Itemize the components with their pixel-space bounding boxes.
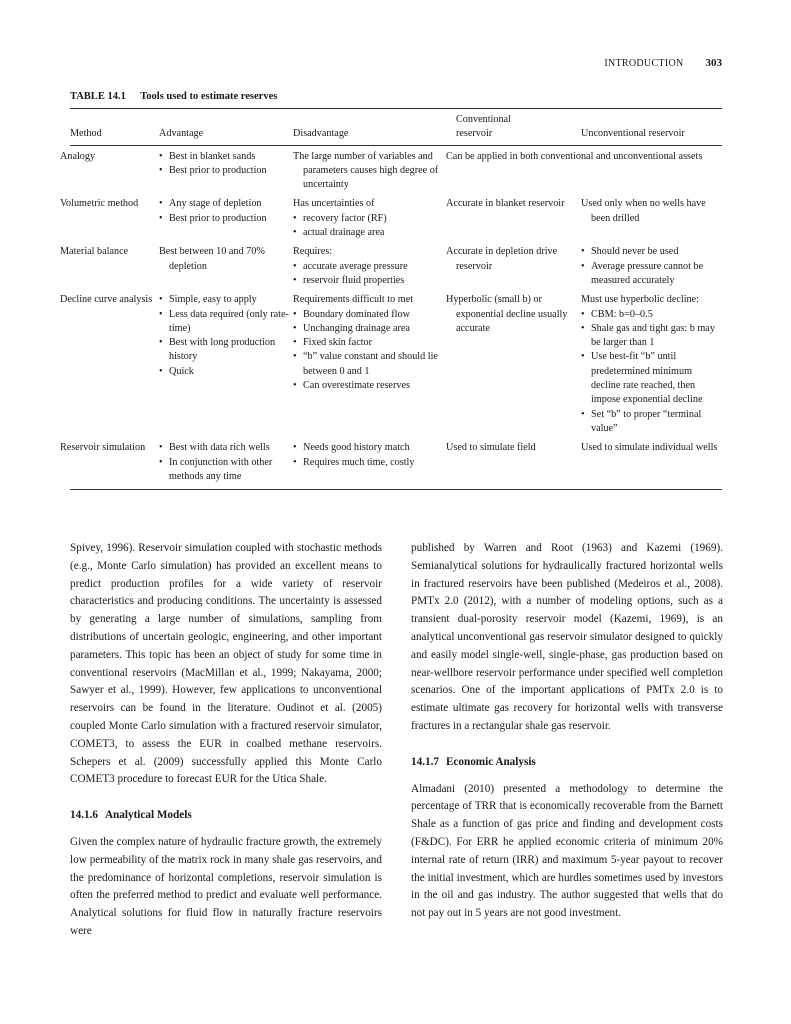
table-number: TABLE 14.1	[70, 91, 126, 102]
bullet-item: • In conjunction with other methods any time	[159, 456, 289, 485]
disadvantage-list	[293, 308, 452, 394]
header-advantage: Advantage	[159, 128, 204, 140]
cell-advantage	[159, 441, 293, 489]
disadvantage-intro: Requirements difficult to met	[293, 294, 414, 306]
advantage-list	[159, 150, 289, 179]
unconventional-intro: Must use hyperbolic decline:	[581, 294, 699, 306]
table-body	[60, 145, 722, 490]
right-paragraph-1: published by Warren and Root (1963) and Kazemi (1969). Semianalytical solutions for hydraulically fractured horizontal wells in fractured reservoirs have been published (Medeiros et al., 2008). PMTx 2.0 (2012), with a number of modeling options, such as a transient dual-porosity reservoir model (Kazemi, 1969), is an analytical unconventional gas reservoir simulator designed to quickly and easily model single-well, single-phase, gas production based on near-wellbore reservoir performance under specified well completion scenarios. One of the important applications of PMTx 2.0 is to estimate ultimate gas recovery for horizontal wells with transverse fractures in a rectangular shale gas reservoir.	[411, 542, 723, 732]
heading-14-1-6	[70, 807, 382, 825]
advantage-list	[159, 197, 289, 226]
page-number: 303	[705, 57, 722, 69]
table-caption	[70, 91, 277, 102]
table-row	[70, 293, 722, 441]
heading-14-1-6-number: 14.1.6	[70, 809, 98, 822]
bullet-item: • Should never be used	[581, 245, 718, 259]
heading-14-1-6-title: Analytical Models	[104, 809, 192, 822]
disadvantage-list	[293, 441, 452, 470]
right-column	[411, 540, 723, 923]
left-column	[70, 540, 382, 941]
disadvantage-intro: Requires:	[293, 246, 333, 258]
bullet-item: • Needs good history match	[293, 441, 452, 455]
cell-method: Analogy	[60, 150, 96, 162]
bullet-item: • Average pressure cannot be measured accurately	[581, 260, 718, 289]
header-conventional	[456, 109, 581, 146]
bullet-item: • Shale gas and tight gas: b may be larger than 1	[581, 322, 718, 351]
disadvantage-list	[293, 260, 452, 289]
cell-disadvantage	[293, 293, 456, 441]
bullet-item: • accurate average pressure	[293, 260, 452, 274]
table-row	[70, 245, 722, 293]
cell-unconventional	[581, 197, 722, 245]
bullet-item: • Best in blanket sands	[159, 150, 289, 164]
advantage-text: Best between 10 and 70% depletion	[159, 246, 265, 272]
reserves-table	[60, 108, 722, 490]
cell-method: Material balance	[60, 246, 129, 258]
bullet-item: • Use best-fit “b” until predetermined minimum decline rate reached, then impose exponential decline	[581, 350, 718, 407]
disadvantage-intro: The large number of variables and parameters causes high degree of uncertainty	[293, 150, 439, 191]
bullet-item: • Best prior to production	[159, 212, 289, 226]
cell-method: Reservoir simulation	[60, 442, 146, 454]
bullet-item: • reservoir fluid properties	[293, 274, 452, 288]
cell-conventional: Hyperbolic (small b) or exponential decline usually accurate	[446, 294, 568, 334]
bullet-item: • Best with data rich wells	[159, 441, 289, 455]
cell-unconventional	[581, 441, 722, 489]
bullet-item: • Set “b” to proper “terminal value”	[581, 408, 718, 437]
cell-advantage	[159, 197, 293, 245]
cell-advantage	[159, 293, 293, 441]
unconventional-list	[581, 308, 718, 437]
bullet-item: • Boundary dominated flow	[293, 308, 452, 322]
bullet-item: • Quick	[159, 365, 289, 379]
unconventional-list	[581, 245, 718, 288]
heading-14-1-7-title: Economic Analysis	[445, 755, 536, 768]
cell-method: Decline curve analysis	[60, 294, 153, 306]
cell-conventional: Used to simulate field	[446, 442, 536, 454]
heading-14-1-7-number: 14.1.7	[411, 755, 439, 768]
heading-14-1-7	[411, 754, 723, 772]
bullet-item: • recovery factor (RF)	[293, 212, 452, 226]
cell-conventional: Accurate in blanket reservoir	[446, 198, 565, 210]
left-paragraph-1: Spivey, 1996). Reservoir simulation coupled with stochastic methods (e.g., Monte Carlo simulation) has provided an excellent means to predict production profiles for a wide variety of reservoir characteristics and producing conditions. The uncertainty is assessed by generating a large number of simulations, sampling from distributions of uncertain geologic, engineering, and other important parameters. This topic has been an object of study for some time in conventional reservoirs (MacMillan et al., 1999; Nakayama, 2000; Sawyer et al., 1999). However, few applications to unconventional reservoirs can be found in the literature. Oudinot et al. (2005) coupled Monte Carlo simulation with a fractured reservoir simulator, COMET3, to assess the EUR in coalbed methane reservoirs. Schepers et al. (2009) successfully applied this Monte Carlo COMET3 procedure to forecast EUR for the Utica Shale.	[70, 542, 382, 786]
table-header-row	[70, 109, 722, 146]
left-paragraph-2: Given the complex nature of hydraulic fracture growth, the extremely low permeability of the matrix rock in many shale gas reservoirs, and the predominance of horizontal completions, reservoir simulation is often the preferred method to predict and evaluate well performance. Analytical solutions for fluid flow in naturally fracture reservoirs were	[70, 835, 382, 937]
table-row	[70, 145, 722, 197]
bullet-item: • Less data required (only rate-time)	[159, 308, 289, 337]
bullet-item: • actual drainage area	[293, 226, 452, 240]
table-row	[70, 197, 722, 245]
cell-conventional-both: Can be applied in both conventional and unconventional assets	[446, 150, 703, 162]
bullet-item: • Can overestimate reserves	[293, 379, 452, 393]
bullet-item: • Fixed skin factor	[293, 336, 452, 350]
bullet-item: • “b” value constant and should lie between 0 and 1	[293, 350, 452, 379]
cell-unconventional	[581, 293, 722, 441]
bullet-item: • Simple, easy to apply	[159, 293, 289, 307]
header-conventional-line1: Conventional	[456, 114, 511, 125]
bullet-item: • Unchanging drainage area	[293, 322, 452, 336]
header-method: Method	[70, 128, 102, 140]
cell-disadvantage	[293, 197, 456, 245]
bullet-item: • CBM: b=0–0.5	[581, 308, 718, 322]
disadvantage-intro: Has uncertainties of	[293, 198, 375, 210]
running-head-section: INTRODUCTION	[604, 58, 684, 69]
cell-disadvantage	[293, 245, 456, 293]
running-head	[70, 57, 722, 69]
unconventional-intro: Used to simulate individual wells	[581, 442, 718, 454]
cell-conventional: Accurate in depletion drive reservoir	[446, 246, 558, 272]
advantage-list	[159, 441, 289, 484]
header-unconventional: Unconventional reservoir	[581, 128, 685, 140]
cell-method: Volumetric method	[60, 198, 139, 210]
bullet-item: • Best prior to production	[159, 164, 289, 178]
cell-advantage	[159, 145, 293, 197]
cell-disadvantage	[293, 441, 456, 489]
header-disadvantage: Disadvantage	[293, 128, 349, 140]
header-conventional-line2: reservoir	[456, 128, 493, 140]
advantage-list	[159, 293, 289, 379]
disadvantage-list	[293, 212, 452, 241]
right-paragraph-2: Almadani (2010) presented a methodology to determine the percentage of TRR that is economically recoverable from the Barnett Shale as a function of gas price and finding and development costs (F&DC). For ERR he applied economic criteria of minimum 20% internal rate of return (IRR) and maximum 5-year payout to recover the initial investment, which are hurdles sometimes used by investors in the oil and gas industry. The author suggested that wells that do not pay out in 5 years are not good investment.	[411, 782, 723, 920]
reserves-table-container	[60, 108, 722, 490]
bullet-item: • Requires much time, costly	[293, 456, 452, 470]
bullet-item: • Any stage of depletion	[159, 197, 289, 211]
bullet-item: • Best with long production history	[159, 336, 289, 365]
unconventional-intro: Used only when no wells have been drilled	[581, 198, 706, 224]
cell-disadvantage	[293, 145, 456, 197]
table-title: Tools used to estimate reserves	[140, 91, 278, 102]
table-row	[70, 441, 722, 489]
cell-unconventional	[581, 245, 722, 293]
cell-advantage	[159, 245, 293, 293]
